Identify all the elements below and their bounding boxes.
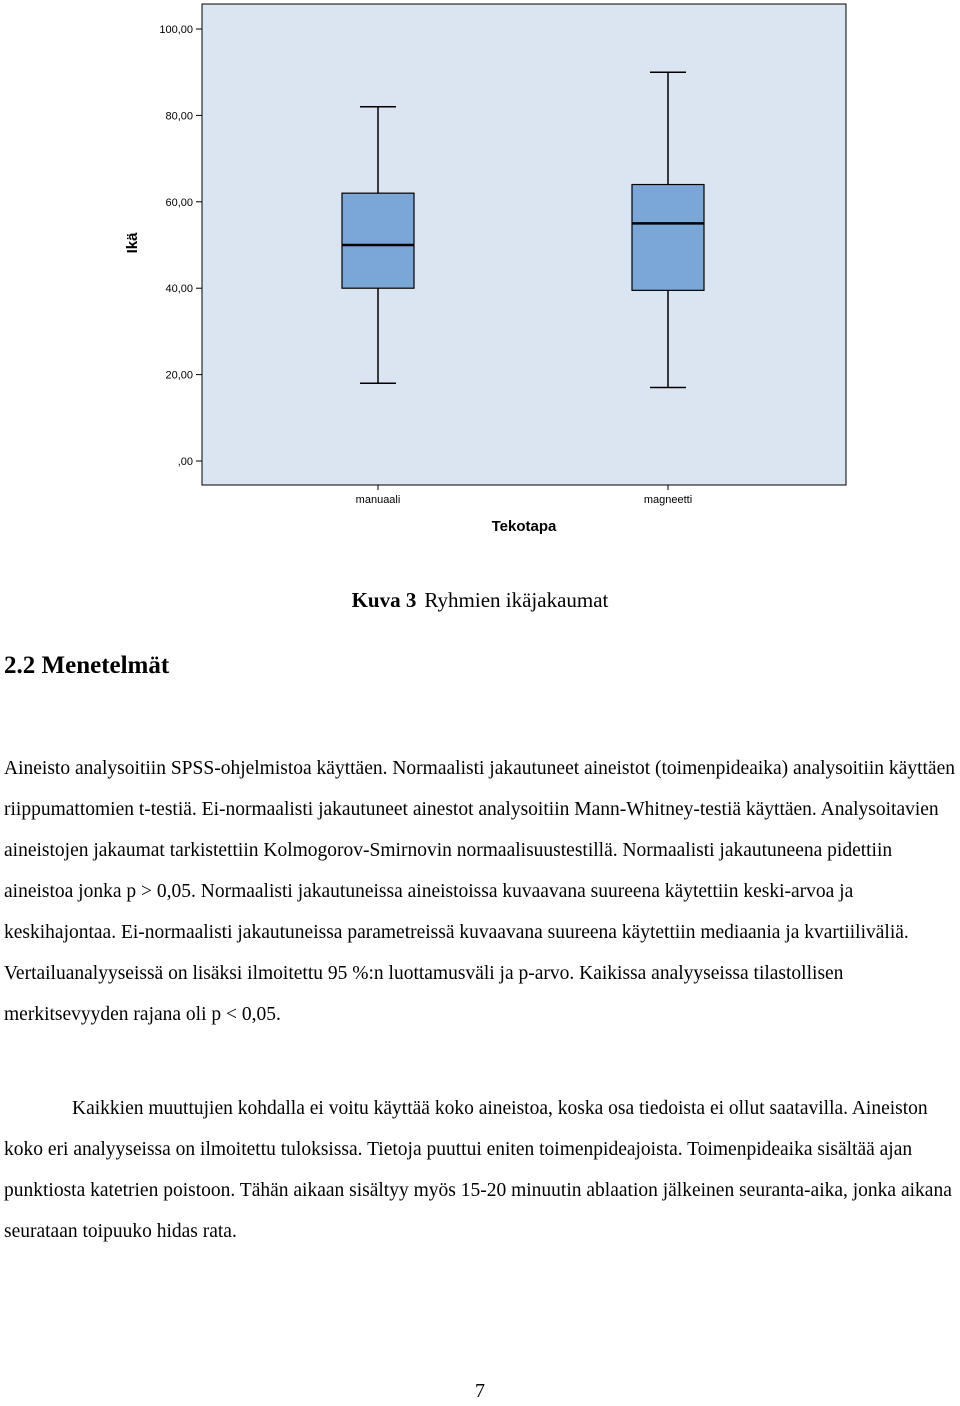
y-tick-label: 20,00 bbox=[165, 369, 193, 382]
section-heading: 2.2 Menetelmät bbox=[4, 652, 170, 679]
figure-caption bbox=[0, 588, 960, 613]
x-tick-label: magneetti bbox=[643, 494, 693, 506]
page-number: 7 bbox=[475, 1380, 485, 1402]
box-iqr bbox=[632, 185, 704, 291]
y-tick-label: 80,00 bbox=[165, 110, 193, 123]
y-tick-label: 100,00 bbox=[159, 24, 193, 36]
boxplot-figure bbox=[0, 0, 960, 560]
paragraph-methods: Aineisto analysoitiin SPSS-ohjelmistoa käyttäen. Normaalisti jakautuneet aineistot (toimenpideaika) analysoitiin käyttäen riippumattomien t-testiä. Ei-normaalisti jakautuneet ainestot analysoitiin Mann-Whitney-testiä käyttäen. Analysoitavien aineistojen jakaumat tarkistettiin Kolmogorov-Smirnovin normaalisuustestillä. Normaalisti jakautuneena pidettiin aineistoa jonka p > 0,05. Normaalisti jakautuneissa aineistoissa kuvaavana suureena käytettiin keski-arvoa ja keskihajontaa. Ei-normaalisti jakautuneissa parametreissä kuvaavana suureena käytettiin mediaania ja kvartiiliväliä. Vertailuanalyyseissä on lisäksi ilmoitettu 95 %:n luottamusväli ja p-arvo. Kaikissa analyyseissa tilastollisen merkitsevyyden rajana oli p < 0,05. bbox=[4, 758, 955, 1025]
y-tick-label: 40,00 bbox=[165, 283, 193, 296]
x-axis-title: Tekotapa bbox=[491, 518, 557, 535]
y-axis-title: Ikä bbox=[124, 232, 141, 254]
figure-caption-label: Kuva 3 bbox=[351, 588, 417, 612]
x-tick-label: manuaali bbox=[355, 494, 401, 506]
y-tick-label: ,00 bbox=[177, 456, 193, 468]
figure-caption-text: Ryhmien ikäjakaumat bbox=[424, 588, 609, 612]
paragraph-missing-data: Kaikkien muuttujien kohdalla ei voitu käyttää koko aineistoa, koska osa tiedoista ei ollut saatavilla. Aineiston koko eri analyyseissa on ilmoitettu tuloksissa. Tietoja puuttui eniten toimenpideajoista. Toimenpideaika sisältää ajan punktiosta katetrien poistoon. Tähän aikaan sisältyy myös 15-20 minuutin ablaation jälkeinen seuranta-aika, jonka aikana seurataan toipuuko hidas rata. bbox=[4, 1098, 952, 1242]
box-iqr bbox=[342, 193, 414, 288]
boxplot-chart bbox=[0, 0, 960, 560]
plot-area bbox=[202, 4, 846, 485]
y-tick-label: 60,00 bbox=[165, 196, 193, 209]
